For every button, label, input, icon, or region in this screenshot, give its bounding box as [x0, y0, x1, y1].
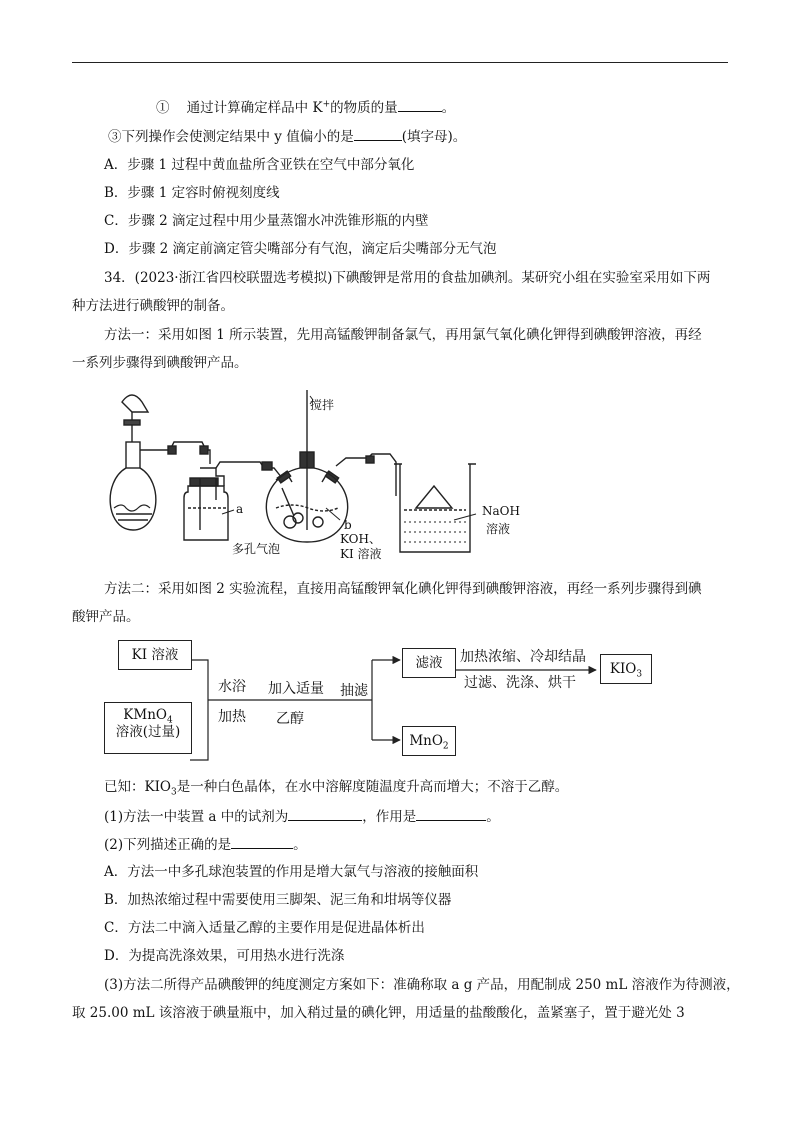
part2-option-b: B．加热浓缩过程中需要使用三脚架、泥三角和坩埚等仪器	[104, 892, 452, 908]
circled-number: ①	[156, 100, 170, 116]
method1-line1: 方法一：采用如图 1 所示装置，先用高锰酸钾制备氯气，再用氯气氧化碘化钾得到碘酸钾溶液，再经	[104, 327, 702, 343]
known-prefix: 已知：KIO	[104, 779, 171, 795]
known-info	[104, 778, 568, 796]
filtrate-box: 滤液	[402, 648, 456, 678]
kmno4-formula: KMnO	[123, 707, 167, 723]
subscript: 2	[442, 741, 449, 752]
subscript: 3	[636, 669, 643, 680]
known-text: 是一种白色晶体，在水中溶解度随温度升高而增大；不溶于乙醇。	[176, 779, 569, 795]
funnel	[122, 395, 148, 412]
question-k-moles	[156, 98, 455, 117]
add-ethanol-label: 加入适量	[268, 681, 324, 697]
porous-bubbler-label: 多孔气泡	[232, 542, 281, 556]
concentrate-step-label: 加热浓缩、冷却结晶	[460, 649, 586, 665]
part-3-line1: (3)方法二所得产品碘酸钾的纯度测定方案如下：准确称取 a g 产品，用配制成 250 mL 溶液作为待测液，	[104, 977, 740, 993]
part-3-line2: 取 25.00 mL 该溶液于碘量瓶中，加入稍过量的碘化钾，用适量的盐酸酸化，盖紧塞子，置于避光处 3	[72, 1005, 685, 1021]
part2-option-a: A．方法一中多孔球泡装置的作用是增大氯气与溶液的接触面积	[104, 864, 479, 880]
top-rule	[72, 62, 728, 63]
question-tail: 的物质的量	[330, 100, 398, 116]
suction-filter-label: 抽滤	[340, 683, 368, 699]
mno2-formula: MnO	[409, 733, 443, 749]
flowchart	[100, 630, 660, 780]
part1-mid: ，作用是	[362, 809, 417, 825]
method2-line1: 方法二：采用如图 2 实验流程，直接用高锰酸钾氧化碘化钾得到碘酸钾溶液，再经一系列步骤得到碘	[104, 581, 702, 597]
question-34-line2: 种方法进行碘酸钾的制备。	[72, 298, 234, 314]
answer-blank[interactable]	[354, 127, 402, 141]
ki-solution-box: KI 溶液	[118, 640, 192, 670]
function-blank[interactable]	[416, 807, 486, 821]
part-1	[104, 807, 500, 826]
question-3	[108, 127, 466, 146]
superscript: +	[322, 99, 331, 110]
part-2	[104, 835, 307, 854]
heat-label: 加热	[218, 709, 246, 725]
stir-label: 搅拌	[310, 398, 335, 412]
option-b: B．步骤 1 定容时俯视刻度线	[104, 185, 280, 201]
mno2-box	[402, 726, 456, 756]
period: 。	[441, 100, 456, 116]
apparatus-figure	[104, 390, 584, 570]
wash-bottle	[184, 486, 228, 540]
ethanol-label: 乙醇	[276, 711, 304, 727]
question-tail: (填字母)。	[401, 129, 467, 145]
method1-line2: 一系列步骤得到碘酸钾产品。	[72, 355, 248, 371]
method2-line2: 酸钾产品。	[72, 609, 140, 625]
subscript: 3	[171, 787, 177, 798]
kmno4-box	[104, 702, 192, 754]
answer-blank[interactable]	[398, 98, 442, 112]
part2-text: (2)下列描述正确的是	[104, 837, 232, 853]
label-a: a	[236, 502, 244, 516]
option-d: D．步骤 2 滴定前滴定管尖嘴部分有气泡，滴定后尖嘴部分无气泡	[104, 241, 497, 257]
ki-label: KI 溶液	[340, 547, 382, 561]
reagent-blank[interactable]	[288, 807, 362, 821]
subscript: 4	[166, 715, 173, 726]
naoh-solution-label: 溶液	[486, 522, 511, 536]
kmno4-note: 溶液(过量)	[115, 724, 181, 740]
koh-label: KOH、	[340, 532, 381, 546]
option-c: C．步骤 2 滴定过程中用少量蒸馏水冲洗锥形瓶的内壁	[104, 213, 429, 229]
question-text: ③下列操作会使测定结果中 y 值偏小的是	[108, 129, 354, 145]
answer-blank[interactable]	[231, 835, 293, 849]
water-bath-label: 水浴	[218, 679, 246, 695]
kio3-formula: KIO	[609, 661, 637, 677]
naoh-label: NaOH	[482, 504, 520, 518]
part2-option-c: C．方法二中滴入适量乙醇的主要作用是促进晶体析出	[104, 920, 425, 936]
period: 。	[293, 837, 307, 853]
part1-text: (1)方法一中装置 a 中的试剂为	[104, 809, 289, 825]
question-34-line1: 34．(2023·浙江省四校联盟选考模拟)下碘酸钾是常用的食盐加碘剂。某研究小组在实验室采用如下两	[104, 270, 711, 286]
option-a: A．步骤 1 过程中黄血盐所含亚铁在空气中部分氧化	[104, 157, 415, 173]
period: 。	[486, 809, 500, 825]
question-text: 通过计算确定样品中 K	[186, 100, 323, 116]
kio3-box	[600, 654, 652, 684]
filter-wash-dry-label: 过滤、洗涤、烘干	[464, 675, 576, 691]
label-b: b	[344, 518, 352, 532]
part2-option-d: D．为提高洗涤效果，可用热水进行洗涤	[104, 948, 345, 964]
